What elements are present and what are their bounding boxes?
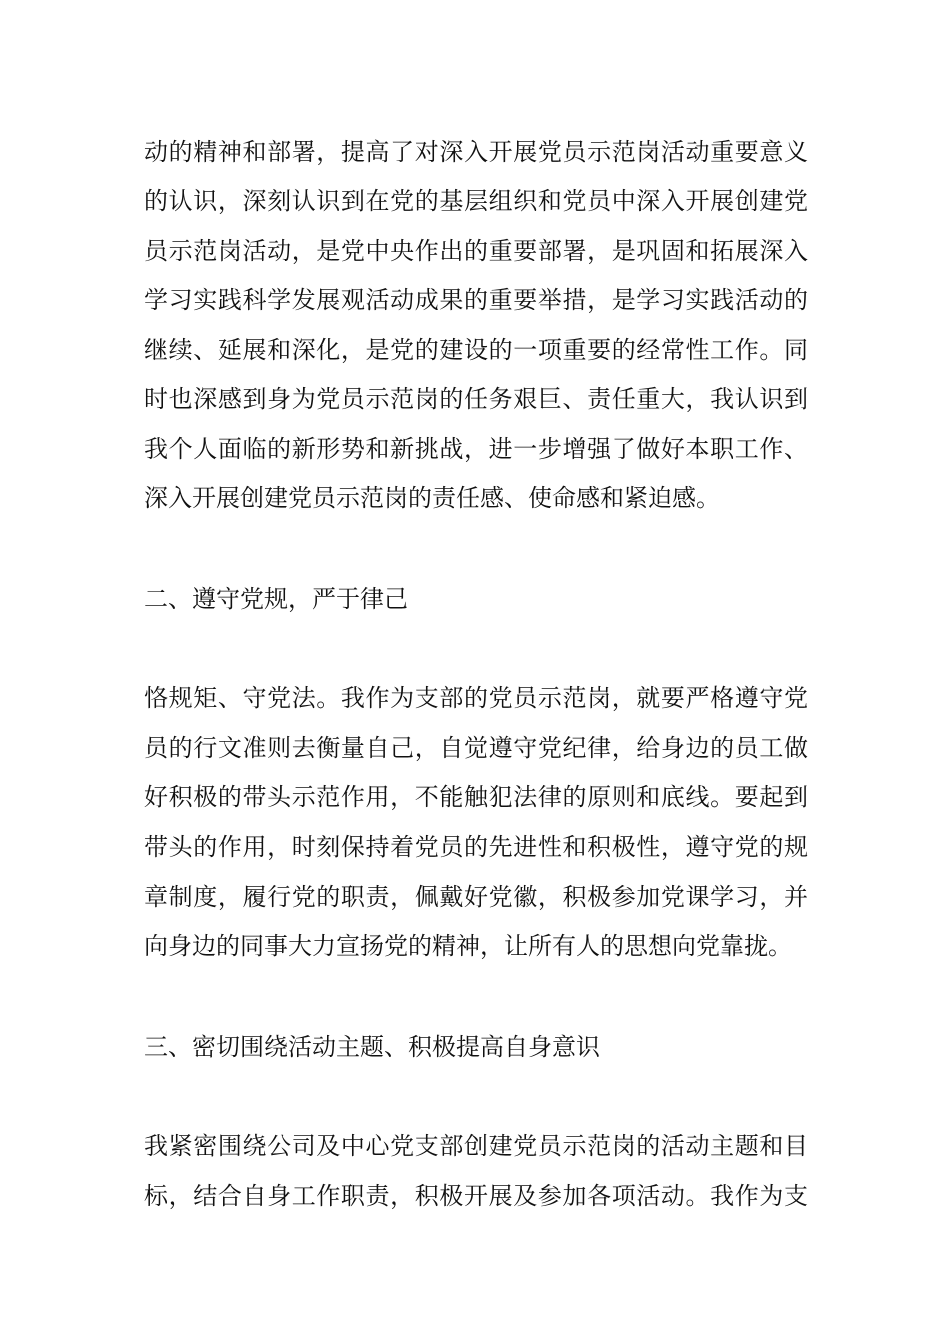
paragraph-1-line-5: 继续、延展和深化，是党的建设的一项重要的经常性工作。同 bbox=[144, 336, 808, 364]
paragraph-2-line-1: 恪规矩、守党法。我作为支部的党员示范岗，就要严格遵守党 bbox=[144, 684, 808, 712]
paragraph-3-line-1: 我紧密围绕公司及中心党支部创建党员示范岗的活动主题和目 bbox=[144, 1132, 808, 1160]
section-heading-3: 三、密切围绕活动主题、积极提高自身意识 bbox=[144, 1033, 600, 1061]
paragraph-1-line-3: 员示范岗活动，是党中央作出的重要部署，是巩固和拓展深入 bbox=[144, 237, 808, 265]
paragraph-1-line-6: 时也深感到身为党员示范岗的任务艰巨、责任重大，我认识到 bbox=[144, 385, 808, 413]
paragraph-1-line-7: 我个人面临的新形势和新挑战，进一步增强了做好本职工作、 bbox=[144, 435, 808, 463]
paragraph-2-line-3: 好积极的带头示范作用，不能触犯法律的原则和底线。要起到 bbox=[144, 783, 808, 811]
paragraph-2-line-2: 员的行文准则去衡量自己，自觉遵守党纪律，给身边的员工做 bbox=[144, 734, 808, 762]
paragraph-1-line-2: 的认识，深刻认识到在党的基层组织和党员中深入开展创建党 bbox=[144, 187, 808, 215]
paragraph-2-line-5: 章制度，履行党的职责，佩戴好党徽，积极参加党课学习，并 bbox=[144, 883, 808, 911]
paragraph-1-line-8: 深入开展创建党员示范岗的责任感、使命感和紧迫感。 bbox=[144, 484, 720, 512]
section-heading-2: 二、遵守党规，严于律己 bbox=[144, 585, 408, 613]
paragraph-2-line-4: 带头的作用，时刻保持着党员的先进性和积极性，遵守党的规 bbox=[144, 833, 808, 861]
paragraph-1-line-4: 学习实践科学发展观活动成果的重要举措，是学习实践活动的 bbox=[144, 286, 808, 314]
paragraph-2-line-6: 向身边的同事大力宣扬党的精神，让所有人的思想向党靠拢。 bbox=[144, 932, 792, 960]
paragraph-3-line-2: 标，结合自身工作职责，积极开展及参加各项活动。我作为支 bbox=[144, 1182, 808, 1210]
paragraph-1-line-1: 动的精神和部署，提高了对深入开展党员示范岗活动重要意义 bbox=[144, 138, 808, 166]
